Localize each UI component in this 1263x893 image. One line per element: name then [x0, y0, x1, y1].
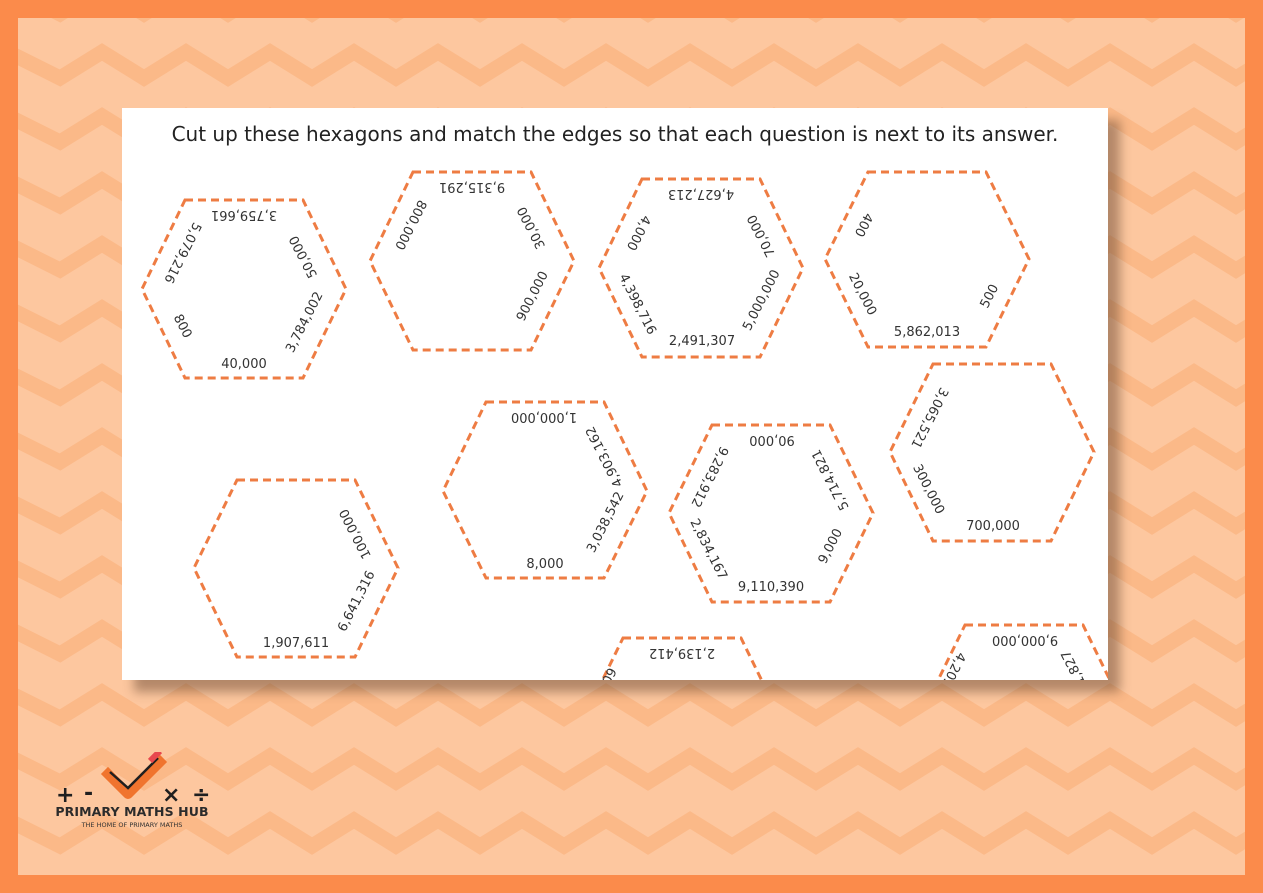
plus-icon: +	[56, 783, 75, 804]
logo-symbols	[44, 752, 222, 804]
hexagon-1	[142, 200, 346, 378]
hexagon-edge-label: 9,315,291	[438, 179, 506, 194]
hexagon-5	[443, 402, 647, 578]
hexagon-edge-label: 5,714,821	[809, 446, 853, 513]
logo-tagline: THE HOME OF PRIMARY MATHS	[81, 821, 183, 829]
hexagon-edge-label: 500	[977, 281, 1003, 311]
chevron-stripe	[18, 52, 1245, 78]
hexagon-edge-label: 60	[597, 664, 619, 687]
chevron-stripe	[18, 692, 1245, 718]
hexagon-10	[922, 625, 1108, 690]
hexagon-edge-label: 3,759,661	[210, 207, 278, 222]
worksheet	[122, 108, 1108, 690]
hexagon-8	[194, 480, 398, 657]
hexagon-edge-label: 5,862,013	[893, 325, 961, 340]
hexagon-edge-label: 100,000	[336, 506, 375, 561]
hexagon-edge-label: 9,110,390	[737, 580, 805, 595]
hexagon-edge-label: 2,491,307	[668, 334, 736, 349]
hexagon-edge-label: 30,000	[514, 203, 549, 252]
hexagon-edge-label: 5,000,000	[740, 267, 784, 334]
background-panel	[18, 18, 1245, 875]
hexagon-6	[669, 425, 873, 602]
hexagon-edge-label: 900,000	[513, 269, 552, 324]
multiply-icon: ×	[162, 783, 181, 804]
hexagon-edge-label: 70,000	[744, 211, 779, 260]
hexagon-edge-label: 3,038,542	[584, 489, 628, 556]
hexagon-edge-label: 3,784,002	[283, 289, 327, 356]
hexagon-edge-label: 6,641,316	[335, 568, 379, 635]
hexagon-edge-label: 400	[850, 210, 876, 240]
hexagon-edge-label: 800	[169, 311, 195, 341]
hexagon-edge-label: 700,000	[966, 519, 1020, 534]
checkmark-pencil-icon	[108, 752, 162, 794]
hexagon-edge-label: 1,000,000	[510, 409, 578, 424]
hexagon-edge-label: 20,000	[845, 270, 880, 319]
hexagon-edge-label: 5,079,216	[160, 219, 204, 286]
instruction-text: Cut up these hexagons and match the edges so that each question is next to its answer.	[171, 122, 1059, 146]
divide-icon: ÷	[192, 783, 211, 804]
hexagon-edge-label: 8,000	[526, 557, 564, 572]
hexagon-edge-label: 9,000,000	[991, 632, 1059, 647]
hexagon-edge-label: 4,398,716	[615, 271, 659, 338]
hexagon-edge-label: 4,903,162	[583, 423, 627, 490]
hexagon-edge-label: 4,627,213	[667, 186, 735, 201]
hexagon-edge-label: 2,139,412	[648, 645, 716, 660]
hexagon-9	[580, 638, 784, 687]
hexagon-edge-label: 300,000	[909, 462, 948, 517]
hexagon-edge-label: 2,834,167	[686, 516, 730, 583]
minus-icon: -	[84, 781, 94, 804]
hexagon-edge-label: 9,283,912	[687, 443, 731, 510]
hexagon-edge-label: 50,000	[286, 232, 321, 281]
logo-title: PRIMARY MATHS HUB	[55, 804, 209, 819]
hexagon-4	[825, 172, 1029, 347]
hexagon-edge-label: 90,000	[749, 432, 795, 447]
hexagon-puzzle	[122, 108, 1108, 690]
hexagon-edge-label: 3,065,521	[907, 384, 951, 451]
hexagon-edge-label: 9,000	[815, 526, 847, 567]
hexagon-edge-label: 1,907,611	[262, 636, 330, 651]
hexagon-edge-label: 4,209	[937, 649, 969, 690]
hexagon-edge-label: 800,000	[391, 197, 430, 252]
hexagon-3	[599, 179, 803, 357]
hexagon-2	[370, 172, 574, 350]
primary-maths-hub-logo	[44, 752, 222, 832]
hexagon-edge-label: 40,000	[221, 357, 267, 372]
hexagon-edge-label: 1,827	[1058, 647, 1090, 688]
hexagon-7	[890, 364, 1094, 541]
hexagon-edge-label: 4,000	[622, 212, 654, 253]
